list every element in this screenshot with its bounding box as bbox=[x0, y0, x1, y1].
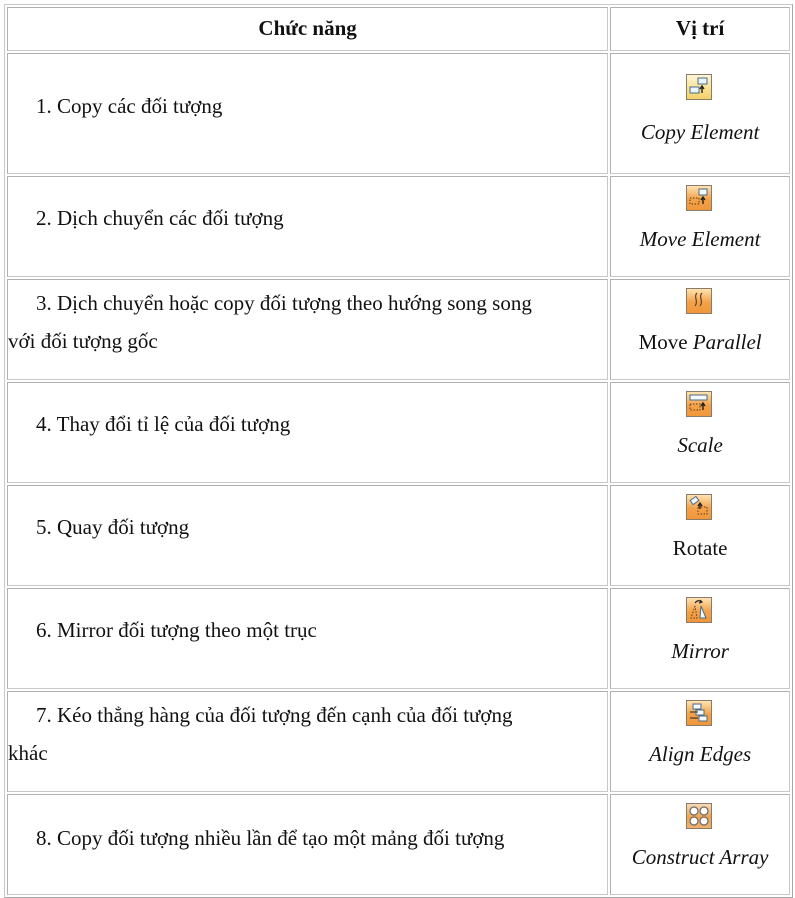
mirror-icon bbox=[686, 597, 712, 623]
position-cell bbox=[610, 279, 790, 380]
tool-label: Scale bbox=[677, 433, 723, 457]
copy-element-icon bbox=[686, 74, 712, 100]
table-header-row bbox=[7, 7, 790, 51]
position-cell bbox=[610, 53, 790, 174]
table-row bbox=[7, 53, 790, 174]
position-cell bbox=[610, 382, 790, 483]
table-row bbox=[7, 382, 790, 483]
tool-label: Parallel bbox=[692, 330, 762, 354]
function-cell bbox=[7, 176, 608, 277]
function-table bbox=[4, 4, 793, 898]
construct-array-icon bbox=[686, 803, 712, 829]
scale-icon bbox=[686, 391, 712, 417]
table-row bbox=[7, 588, 790, 689]
function-text: 4. Thay đổi tỉ lệ của đối tượng bbox=[36, 412, 291, 436]
tool-label: Move Element bbox=[639, 227, 761, 251]
header-function: Chức năng bbox=[7, 7, 608, 51]
header-position: Vị trí bbox=[610, 7, 790, 51]
function-text-line1: 3. Dịch chuyển hoặc copy đối tượng theo hướng song song bbox=[36, 291, 532, 315]
tool-label-plain: Rotate bbox=[672, 536, 728, 560]
position-cell bbox=[610, 588, 790, 689]
position-cell bbox=[610, 176, 790, 277]
function-text: 6. Mirror đối tượng theo một trục bbox=[36, 618, 317, 642]
tool-label: Align Edges bbox=[649, 742, 752, 766]
move-parallel-icon bbox=[686, 288, 712, 314]
function-cell bbox=[7, 382, 608, 483]
table-row bbox=[7, 279, 790, 380]
align-edges-icon bbox=[686, 700, 712, 726]
function-cell bbox=[7, 53, 608, 174]
function-text: 2. Dịch chuyển các đối tượng bbox=[36, 206, 284, 230]
function-cell bbox=[7, 485, 608, 586]
function-text-line2: khác bbox=[8, 741, 48, 765]
function-text-line1: 7. Kéo thẳng hàng của đối tượng đến cạnh của đối tượng bbox=[36, 703, 513, 727]
move-element-icon bbox=[686, 185, 712, 211]
tool-label: Copy Element bbox=[640, 120, 760, 144]
function-cell bbox=[7, 588, 608, 689]
tool-label: Construct Array bbox=[631, 845, 769, 869]
function-text: 1. Copy các đối tượng bbox=[36, 94, 223, 118]
function-cell bbox=[7, 691, 608, 792]
position-cell bbox=[610, 691, 790, 792]
rotate-icon bbox=[686, 494, 712, 520]
table-row bbox=[7, 485, 790, 586]
function-text-line2: với đối tượng gốc bbox=[8, 329, 158, 353]
function-cell bbox=[7, 279, 608, 380]
function-text: 5. Quay đối tượng bbox=[36, 515, 190, 539]
tool-label-plain: Move bbox=[638, 330, 693, 354]
function-cell bbox=[7, 794, 608, 895]
tool-label: Mirror bbox=[671, 639, 729, 663]
position-cell bbox=[610, 485, 790, 586]
table-row bbox=[7, 176, 790, 277]
table-row bbox=[7, 691, 790, 792]
position-cell bbox=[610, 794, 790, 895]
table-row bbox=[7, 794, 790, 895]
function-text: 8. Copy đối tượng nhiều lần để tạo một mảng đối tượng bbox=[36, 826, 505, 850]
